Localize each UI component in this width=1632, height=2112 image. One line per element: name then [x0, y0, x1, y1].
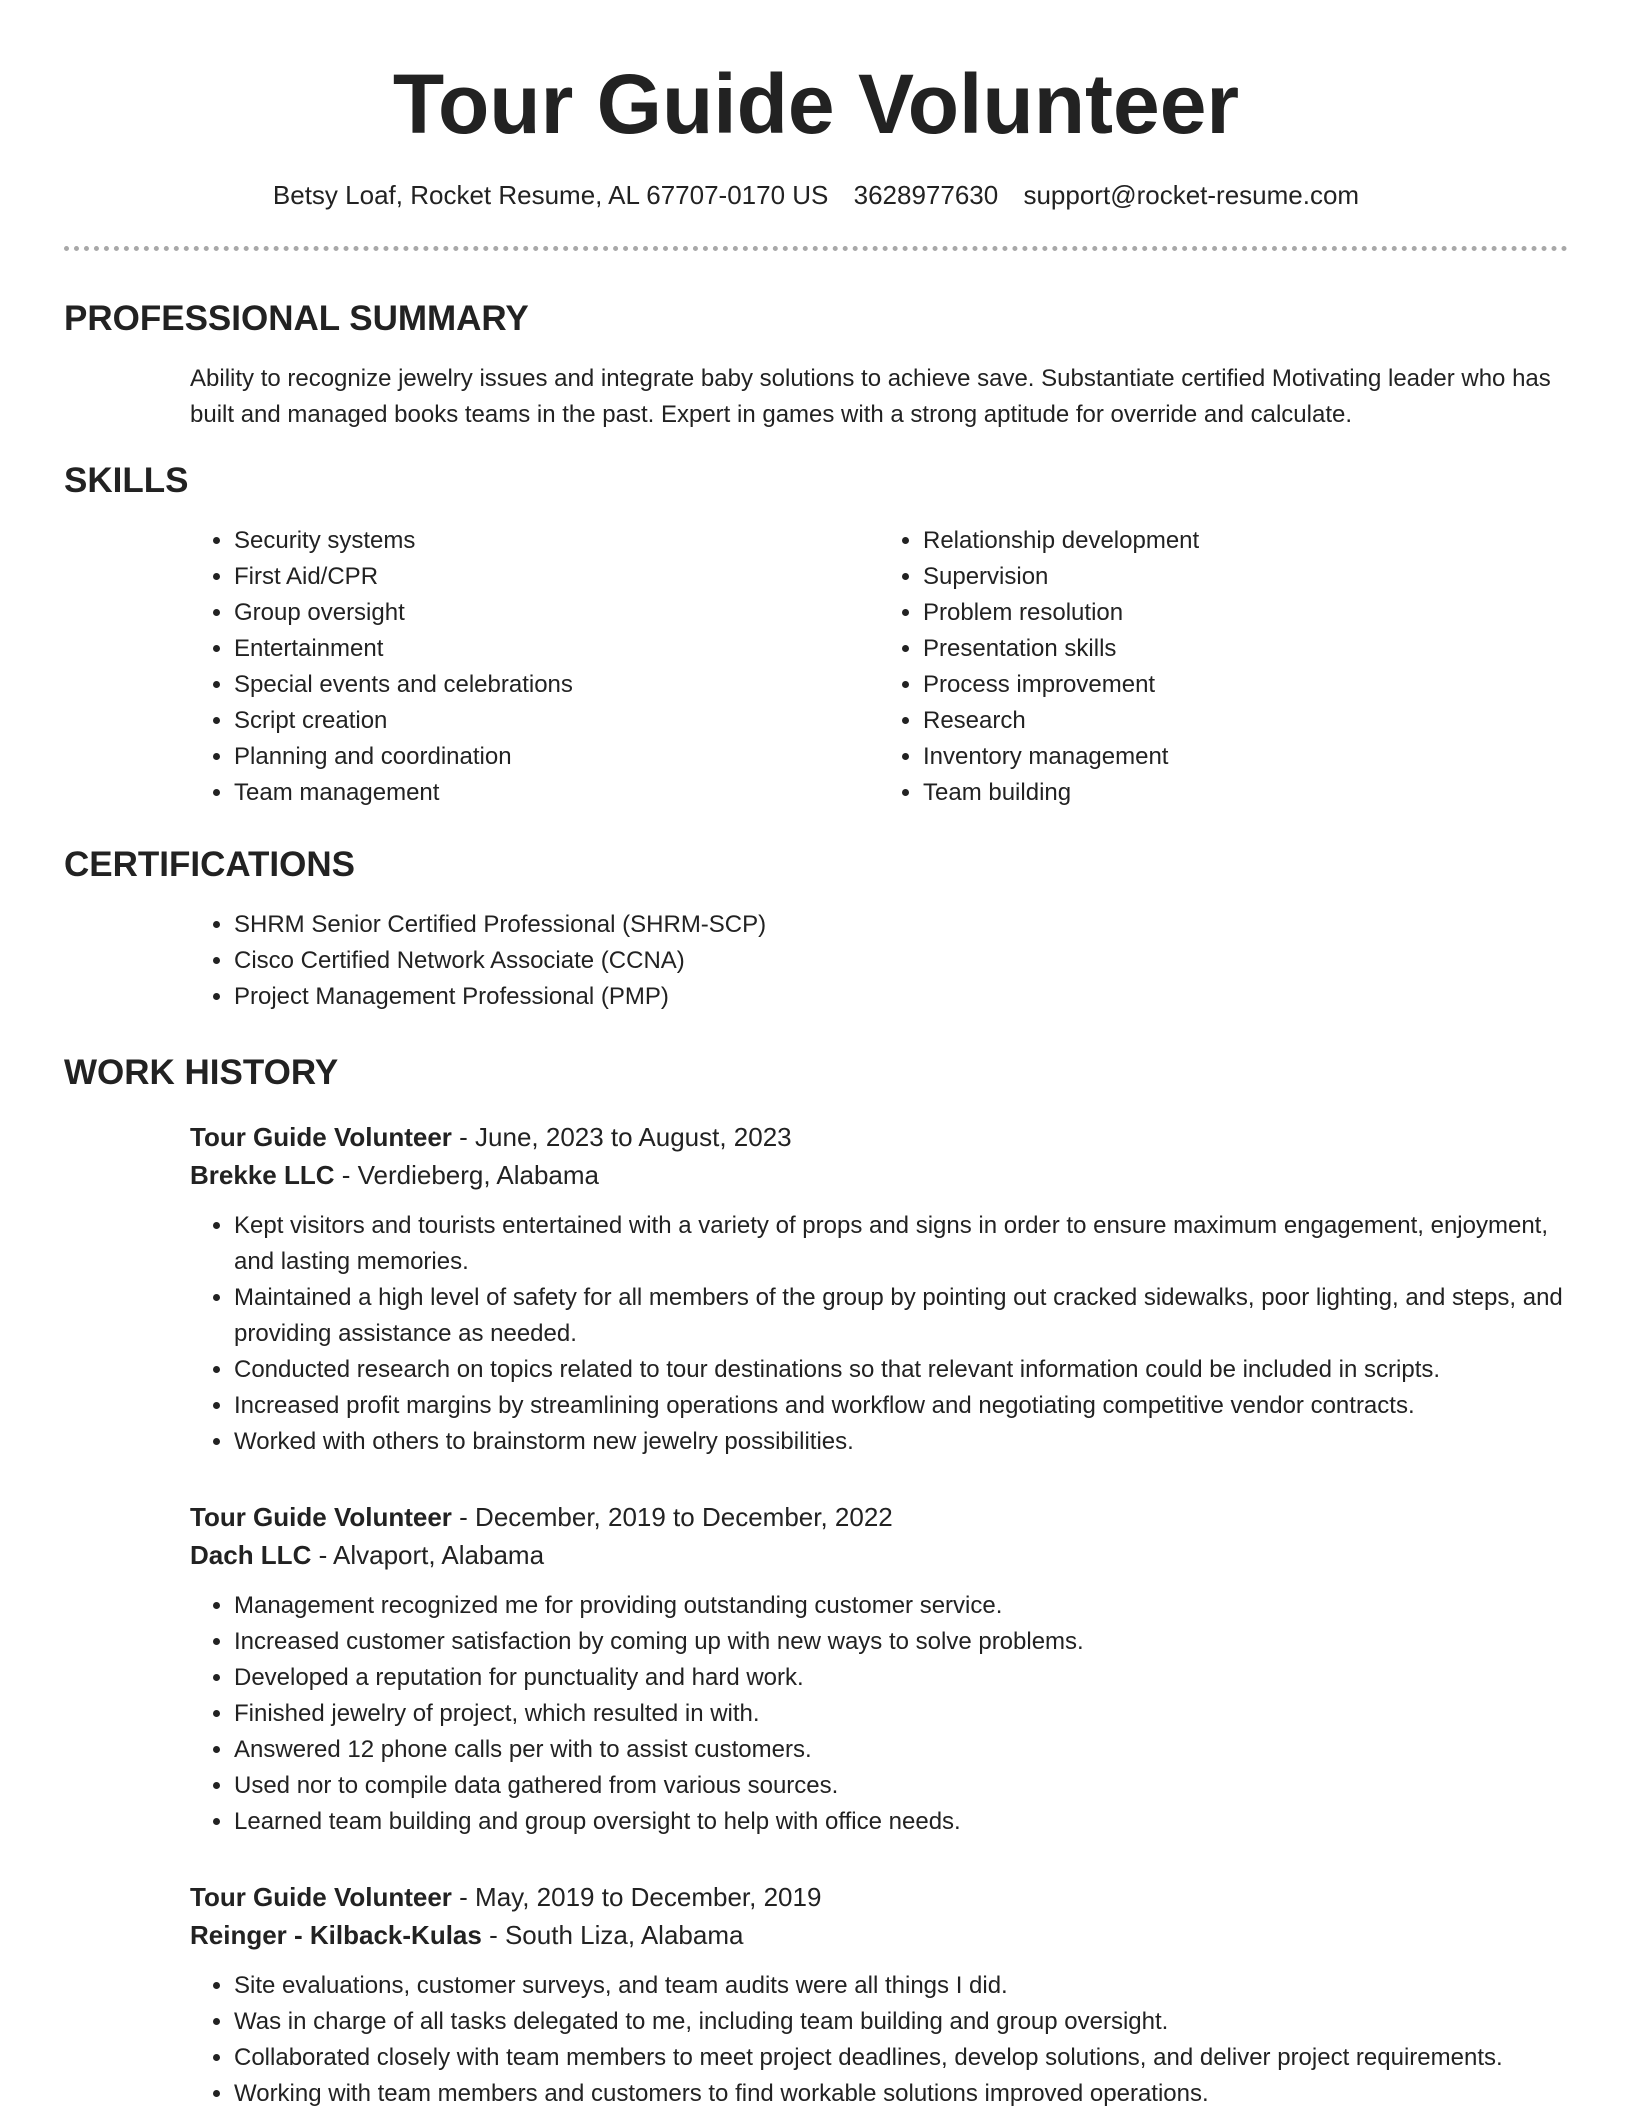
job-role: Tour Guide Volunteer: [190, 1881, 452, 1912]
job-bullets: [190, 1968, 1568, 2112]
job-bullet: • Maintained a high level of safety for all members of the group by pointing out cracked sidewalks, poor lighting, and steps, and providing assistance as needed.: [234, 1280, 1568, 1352]
job-company-line: [190, 1536, 1568, 1574]
job-dates: - December, 2019 to December, 2022: [451, 1501, 893, 1532]
job-bullet: • Conducted research on topics related to tour destinations so that relevant information could be included in scripts.: [234, 1352, 1568, 1388]
work-history: [190, 1118, 1568, 2112]
job-location: - Verdieberg, Alabama: [334, 1159, 599, 1190]
job-bullet: • Answered 12 phone calls per with to assist customers.: [234, 1732, 1568, 1768]
job-role-line: [190, 1878, 1568, 1916]
skill-item: • Relationship development: [923, 523, 1568, 559]
contact-email: support@rocket-resume.com: [1023, 180, 1360, 211]
skill-item: • Problem resolution: [923, 595, 1568, 631]
job-bullet: • Collaborated closely with team members to meet project deadlines, develop solutions, and deliver project requirements.: [234, 2040, 1568, 2076]
job-location: - South Liza, Alabama: [481, 1919, 744, 1950]
job-company: Brekke LLC: [190, 1159, 335, 1190]
job-company: Dach LLC: [190, 1539, 312, 1570]
skill-item: • Entertainment: [234, 631, 879, 667]
skill-item: • First Aid/CPR: [234, 559, 879, 595]
job-bullet: • Kept visitors and tourists entertained with a variety of props and signs in order to ensure maximum engagement, enjoyment, and lasting memories.: [234, 1208, 1568, 1280]
job-bullet: • Developed a reputation for punctuality and hard work.: [234, 1660, 1568, 1696]
job-bullet: • Was in charge of all tasks delegated to me, including team building and group oversight.: [234, 2004, 1568, 2040]
job-bullet: • Learned team building and group oversight to help with office needs.: [234, 1804, 1568, 1840]
job-role-line: [190, 1118, 1568, 1156]
skill-item: • Inventory management: [923, 739, 1568, 775]
job-bullet: • Used nor to compile data gathered from various sources.: [234, 1768, 1568, 1804]
summary-text: Ability to recognize jewelry issues and integrate baby solutions to achieve save. Substantiate certified Motivating leader who has built and managed books teams in the past. Expert in games with a strong aptitude for override and calculate.: [190, 364, 1551, 428]
job-company-line: [190, 1916, 1568, 1954]
certification-item: • Project Management Professional (PMP): [234, 979, 1568, 1015]
job-bullets: [190, 1208, 1568, 1460]
job-bullet: • Site evaluations, customer surveys, and team audits were all things I did.: [234, 1968, 1568, 2004]
contact-address: Betsy Loaf, Rocket Resume, AL 67707-0170 US: [272, 180, 829, 211]
contact-phone: 3628977630: [853, 180, 999, 211]
skills-list: [190, 523, 1568, 811]
skill-item: • Security systems: [234, 523, 879, 559]
job-role: Tour Guide Volunteer: [190, 1501, 452, 1532]
job-dates: - June, 2023 to August, 2023: [451, 1121, 792, 1152]
header-divider: [64, 246, 1568, 251]
skill-item: • Script creation: [234, 703, 879, 739]
certifications-list: [190, 907, 1568, 1015]
resume-page: [64, 0, 1568, 2112]
job-dates: - May, 2019 to December, 2019: [451, 1881, 822, 1912]
skills-column-left: [190, 523, 879, 811]
certification-item: • SHRM Senior Certified Professional (SHRM-SCP): [234, 907, 1568, 943]
job-company: Reinger - Kilback-Kulas: [190, 1919, 482, 1950]
skill-item: • Group oversight: [234, 595, 879, 631]
skill-item: • Research: [923, 703, 1568, 739]
job-bullet: • Management recognized me for providing outstanding customer service.: [234, 1588, 1568, 1624]
contact-line: [64, 180, 1568, 211]
skill-item: • Process improvement: [923, 667, 1568, 703]
job-bullets: [190, 1588, 1568, 1840]
job-bullet: • Increased customer satisfaction by coming up with new ways to solve problems.: [234, 1624, 1568, 1660]
job-bullet: • Worked with others to brainstorm new jewelry possibilities.: [234, 1424, 1568, 1460]
job-bullet: • Working with team members and customers to find workable solutions improved operations.: [234, 2076, 1568, 2112]
job-role-line: [190, 1498, 1568, 1536]
section-title-work-history: WORK HISTORY: [64, 1053, 339, 1093]
job-role: Tour Guide Volunteer: [190, 1121, 452, 1152]
skill-item: • Team building: [923, 775, 1568, 811]
section-title-summary: PROFESSIONAL SUMMARY: [64, 298, 529, 338]
resume-title: Tour Guide Volunteer: [392, 57, 1240, 151]
skill-item: • Presentation skills: [923, 631, 1568, 667]
skill-item: • Supervision: [923, 559, 1568, 595]
skill-item: • Planning and coordination: [234, 739, 879, 775]
job-location: - Alvaport, Alabama: [311, 1539, 545, 1570]
job-entry: [190, 1878, 1568, 2112]
skills-column-right: [879, 523, 1568, 811]
job-bullet: • Increased profit margins by streamlining operations and workflow and negotiating competitive vendor contracts.: [234, 1388, 1568, 1424]
section-title-certifications: CERTIFICATIONS: [64, 845, 356, 885]
job-entry: [190, 1118, 1568, 1460]
job-company-line: [190, 1156, 1568, 1194]
skill-item: • Special events and celebrations: [234, 667, 879, 703]
section-title-skills: SKILLS: [64, 460, 189, 500]
job-entry: [190, 1498, 1568, 1840]
certification-item: • Cisco Certified Network Associate (CCNA): [234, 943, 1568, 979]
skill-item: • Team management: [234, 775, 879, 811]
job-bullet: • Finished jewelry of project, which resulted in with.: [234, 1696, 1568, 1732]
